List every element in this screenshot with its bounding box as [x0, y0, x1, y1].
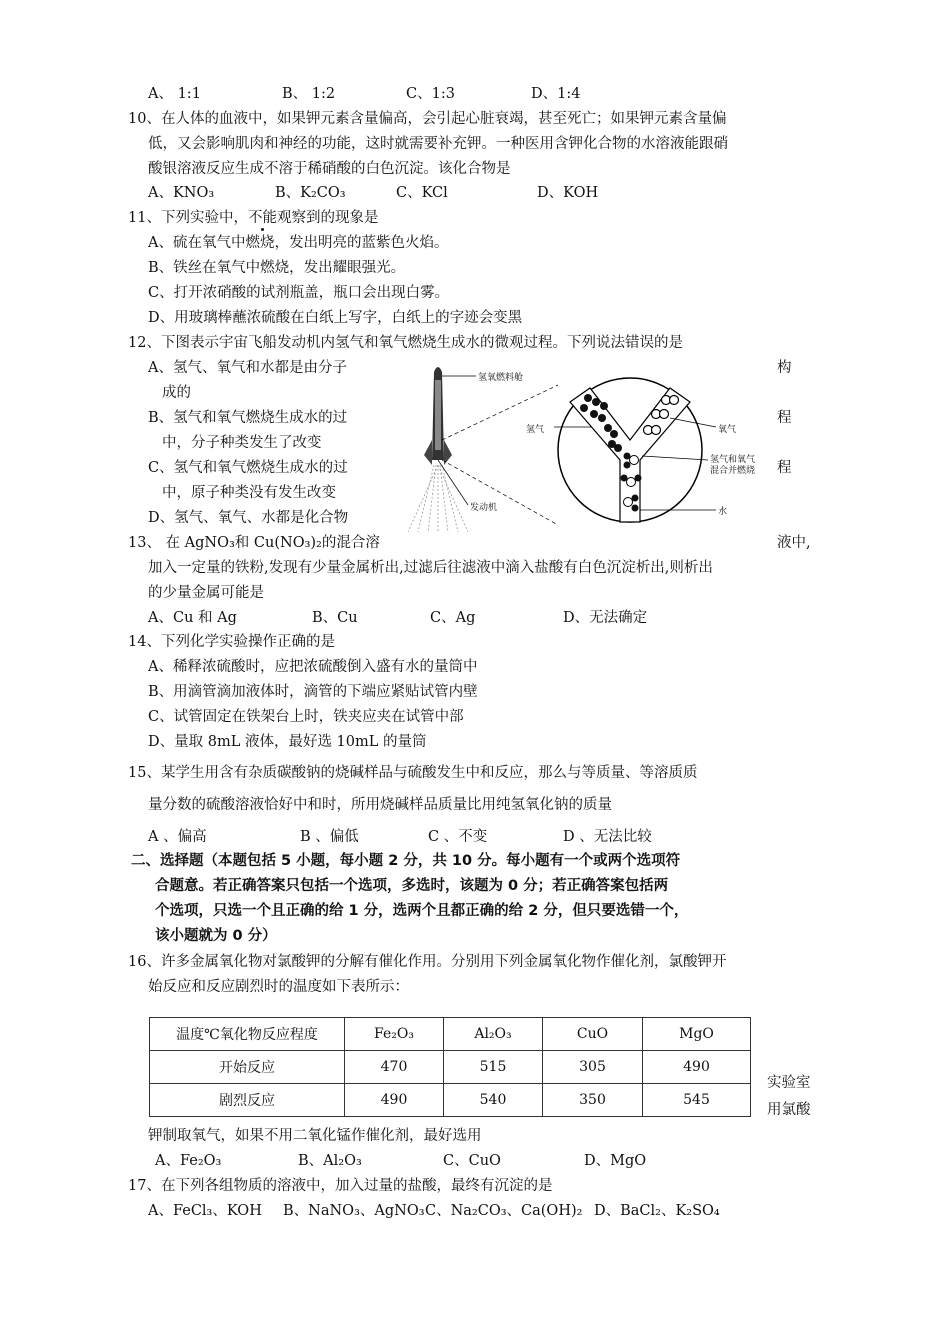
q12-option-c-line-2: 中，原子种类没有发生改变 — [162, 485, 336, 501]
q12-option-a-line-2: 成的 — [162, 385, 191, 401]
q16-option-d: D、MgO — [584, 1153, 647, 1169]
q16-line-2: 始反应和反应剧烈时的温度如下表所示： — [148, 979, 409, 995]
table-cell: 545 — [643, 1084, 751, 1117]
q13-line-2: 加入一定量的铁粉,发现有少量金属析出,过滤后往滤液中滴入盐酸有白色沉淀析出,则析出 — [148, 560, 713, 576]
table-cell: 490 — [345, 1084, 444, 1117]
q13-option-c: C、Ag — [430, 610, 476, 626]
q13-option-b: B、Cu — [312, 610, 358, 626]
section-2-line-2: 合题意。若正确答案只包括一个选项，多选时，该题为 0 分；若正确答案包括两 — [155, 878, 669, 894]
section-2-line-4: 该小题就为 0 分） — [155, 928, 277, 944]
q14-stem: 14、下列化学实验操作正确的是 — [128, 634, 335, 650]
table-cell: 515 — [444, 1051, 543, 1084]
q14-option-d: D、量取 8mL 液体，最好选 10mL 的量筒 — [148, 734, 427, 750]
label-mix-line-1: 氢气和氧气 — [710, 455, 756, 465]
q13-line-1-tail: 液中, — [777, 535, 811, 551]
q10-line-1: 10、在人体的血液中，如果钾元素含量偏高，会引起心脏衰竭，甚至死亡；如果钾元素含量偏 — [128, 111, 727, 127]
q12-option-b-tail: 程 — [777, 410, 792, 426]
q11-stem-post: 观察到的现象是 — [276, 210, 379, 226]
q13-option-a: A、Cu 和 Ag — [148, 610, 237, 626]
q17-stem: 17、在下列各组物质的溶液中，加入过量的盐酸，最终有沉淀的是 — [128, 1178, 553, 1194]
q13-line-3: 的少量金属可能是 — [148, 585, 264, 601]
q12-stem: 12、下图表示宇宙飞船发动机内氢气和氧气燃烧生成水的微观过程。下列说法错误的是 — [128, 335, 683, 351]
q14-option-a: A、稀释浓硫酸时，应把浓硫酸倒入盛有水的量筒中 — [148, 659, 478, 675]
table-row — [150, 1084, 751, 1117]
table-cell: 350 — [543, 1084, 643, 1117]
label-mix-line-2: 混合并燃烧 — [710, 466, 756, 476]
q12-option-a-line-1: A、氢气、氧气和水都是由分子 — [148, 360, 347, 376]
q13-option-d: D、无法确定 — [563, 610, 648, 626]
q11-option-d: D、用玻璃棒蘸浓硫酸在白纸上写字，白纸上的字迹会变黑 — [148, 310, 523, 326]
table-cell: 305 — [543, 1051, 643, 1084]
q15-option-d: D 、无法比较 — [563, 829, 652, 845]
table-cell: 490 — [643, 1051, 751, 1084]
table-header-cell: Fe₂O₃ — [345, 1018, 444, 1051]
q11-emphasis: 不能 — [247, 210, 277, 226]
q15-option-a: A 、偏高 — [148, 829, 207, 845]
q13-line-1: 13、 在 AgNO₃和 Cu(NO₃)₂的混合溶 — [128, 535, 380, 551]
section-2-line-3: 个选项，只选一个且正确的给 1 分，选两个且都正确的给 2 分，但只要选错一个， — [155, 903, 689, 919]
q11-stem-pre: 11、下列实验中， — [128, 210, 248, 226]
q17-option-d: D、BaCl₂、K₂SO₄ — [594, 1203, 720, 1219]
q10-option-a: A、KNO₃ — [148, 185, 215, 201]
q10-line-2: 低，又会影响肌肉和神经的功能，这时就需要补充钾。一种医用含钾化合物的水溶液能跟硝 — [148, 136, 728, 152]
label-water: 水 — [718, 507, 728, 517]
label-engine: 发动机 — [470, 503, 498, 513]
q14-option-b: B、用滴管滴加液体时，滴管的下端应紧贴试管内壁 — [148, 684, 478, 700]
table-header-cell: MgO — [643, 1018, 751, 1051]
q12-option-b-line-1: B、氢气和氧气燃烧生成水的过 — [148, 410, 348, 426]
q15-option-c: C 、不变 — [428, 829, 488, 845]
q12-option-d: D、氢气、氧气、水都是化合物 — [148, 510, 349, 526]
q15-option-b: B 、偏低 — [300, 829, 359, 845]
q10-line-3: 酸银溶液反应生成不溶于稀硝酸的白色沉淀。该化合物是 — [148, 161, 511, 177]
label-oxygen: 氧气 — [718, 425, 737, 435]
q16-option-a: A、Fe₂O₃ — [155, 1153, 222, 1169]
q16-line-1: 16、许多金属氧化物对氯酸钾的分解有催化作用。分别用下列金属氧化物作催化剂，氯酸钾开 — [128, 954, 727, 970]
q14-option-c: C、试管固定在铁架台上时，铁夹应夹在试管中部 — [148, 709, 464, 725]
q10-option-c: C、KCl — [396, 185, 448, 201]
q16-option-c: C、CuO — [443, 1153, 501, 1169]
table-header-cell: CuO — [543, 1018, 643, 1051]
q16-line-3: 钾制取氧气，如果不用二氧化锰作催化剂，最好选用 — [148, 1128, 482, 1144]
q11-option-a: A、硫在氧气中燃烧，发出明亮的蓝紫色火焰。 — [148, 235, 449, 251]
label-fuel-tank: 氢氧燃料舱 — [478, 373, 524, 383]
q11-option-b: B、铁丝在氧气中燃烧，发出耀眼强光。 — [148, 260, 406, 276]
table-header-cell: 温度℃氧化物反应程度 — [150, 1018, 345, 1051]
q11-option-c: C、打开浓硝酸的试剂瓶盖，瓶口会出现白雾。 — [148, 285, 450, 301]
q16-side-text-1: 实验室 — [767, 1075, 811, 1091]
q12-option-c-tail: 程 — [777, 460, 792, 476]
q11-stem — [128, 208, 378, 228]
table-row — [150, 1051, 751, 1084]
q10-option-d: D、KOH — [537, 185, 599, 201]
table-header-row — [150, 1018, 751, 1051]
section-2-line-1: 二、选择题（本题包括 5 小题，每小题 2 分，共 10 分。每小题有一个或两个选项符 — [131, 853, 681, 869]
fuel-tank — [435, 380, 441, 450]
rocket-engine-diagram — [398, 360, 768, 535]
q16-side-text-2: 用氯酸 — [767, 1102, 811, 1118]
exhaust-plume — [408, 465, 468, 532]
q12-option-c-line-1: C、氢气和氧气燃烧生成水的过 — [148, 460, 348, 476]
q12-option-b-line-2: 中，分子种类发生了改变 — [162, 435, 322, 451]
q15-line-1: 15、某学生用含有杂质碳酸钠的烧碱样品与硫酸发生中和反应，那么与等质量、等溶质质 — [128, 765, 698, 781]
table-header-cell: Al₂O₃ — [444, 1018, 543, 1051]
q12-figure — [398, 360, 768, 535]
q17-option-c: C、Na₂CO₃、Ca(OH)₂ — [425, 1203, 583, 1219]
table-cell: 540 — [444, 1084, 543, 1117]
q17-option-a: A、FeCl₃、KOH — [148, 1203, 262, 1219]
q12-option-a-tail: 构 — [777, 360, 792, 376]
q9-option-d: D、1:4 — [531, 86, 581, 102]
q9-option-c: C、1:3 — [406, 86, 455, 102]
q9-option-a: A、 1:1 — [148, 86, 201, 102]
table-cell: 剧烈反应 — [150, 1084, 345, 1117]
q9-option-b: B、 1:2 — [282, 86, 336, 102]
q10-option-b: B、K₂CO₃ — [275, 185, 346, 201]
table-cell: 470 — [345, 1051, 444, 1084]
q15-line-2: 量分数的硫酸溶液恰好中和时，所用烧碱样品质量比用纯氢氧化钠的质量 — [148, 797, 612, 813]
q17-option-b: B、NaNO₃、AgNO₃ — [283, 1203, 425, 1219]
catalyst-temperature-table — [149, 1017, 751, 1117]
q16-option-b: B、Al₂O₃ — [298, 1153, 362, 1169]
table-cell: 开始反应 — [150, 1051, 345, 1084]
label-hydrogen: 氢气 — [526, 425, 545, 435]
